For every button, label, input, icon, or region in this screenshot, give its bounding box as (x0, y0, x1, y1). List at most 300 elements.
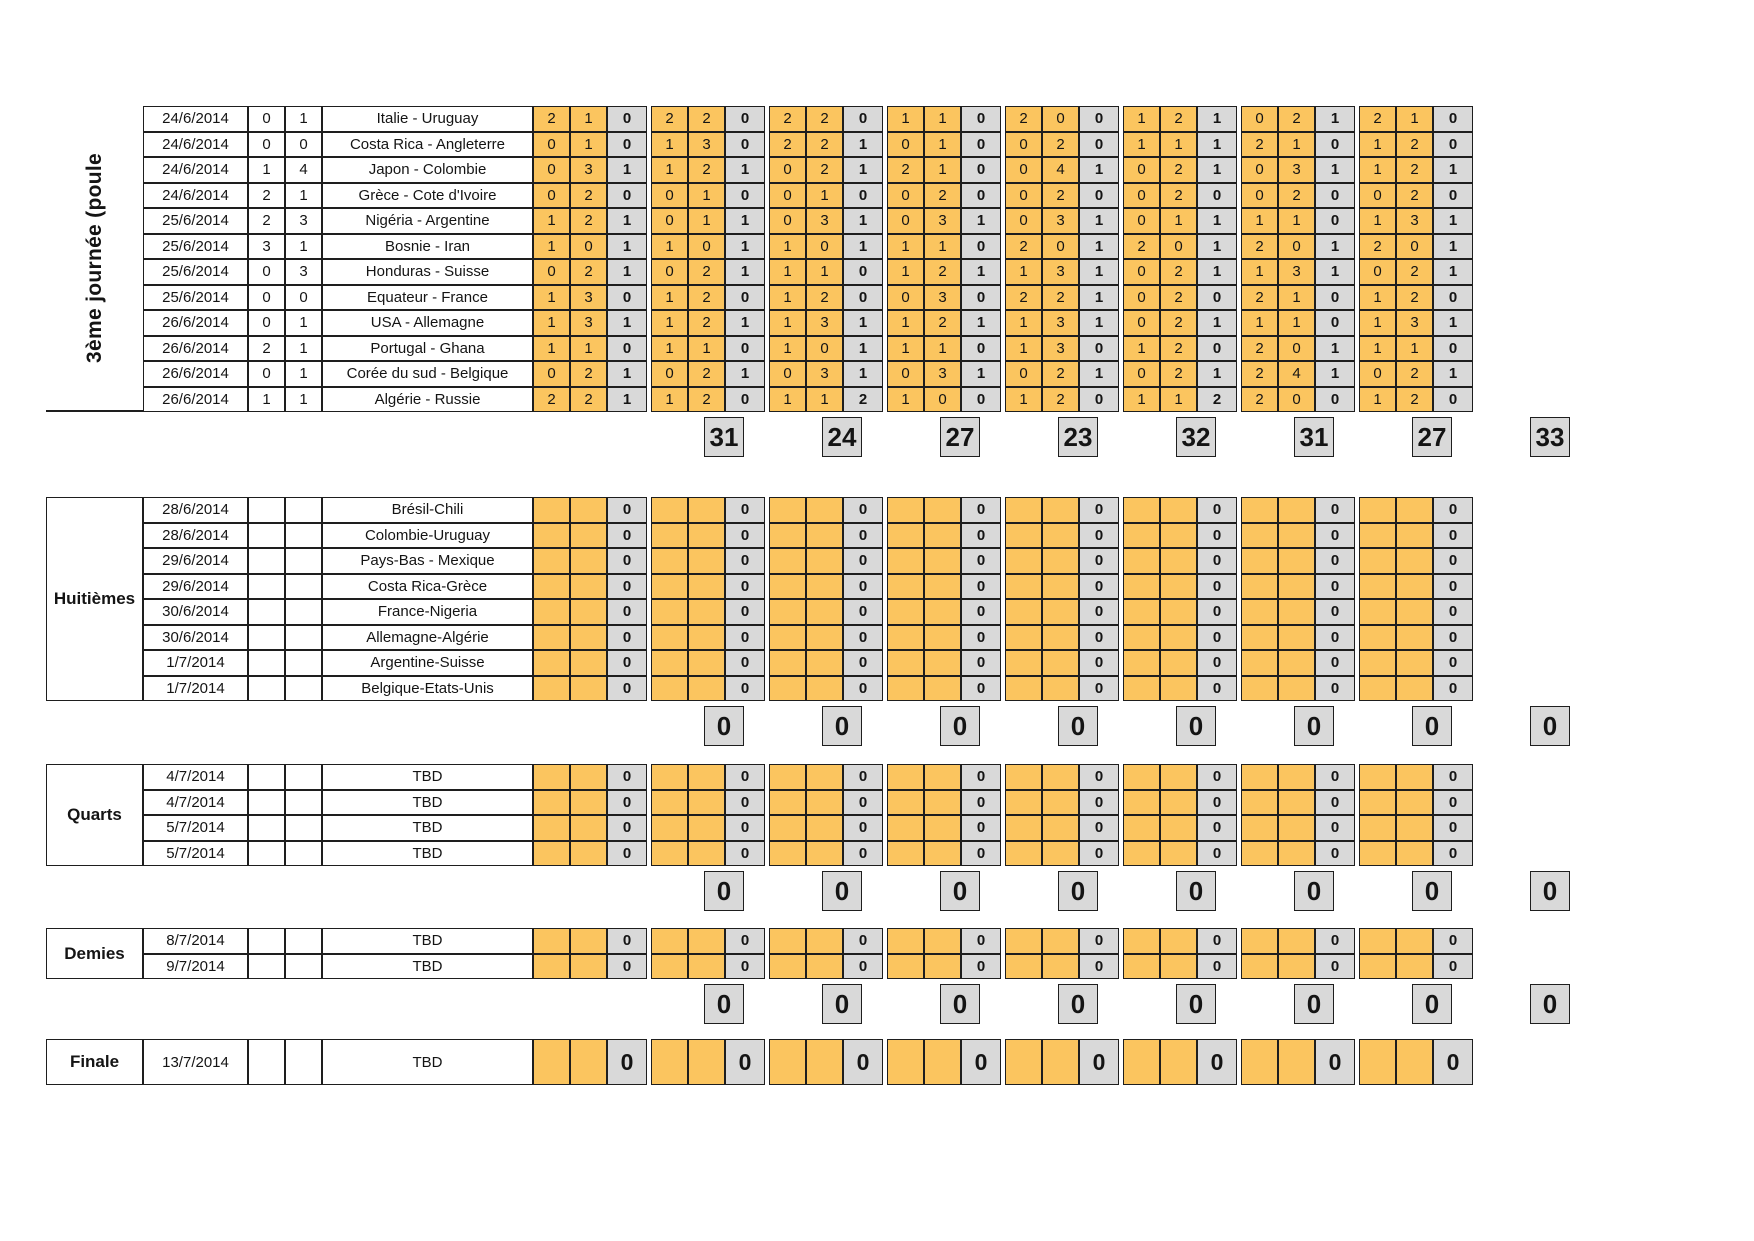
prediction-away-cell: 2 (1160, 285, 1197, 311)
prediction-home-cell: 0 (769, 361, 806, 387)
date-cell: 9/7/2014 (143, 954, 248, 980)
total-points-cell: 31 (704, 417, 744, 457)
points-cell: 0 (1315, 208, 1355, 234)
total-points-cell: 32 (1176, 417, 1216, 457)
date-cell: 24/6/2014 (143, 132, 248, 158)
prediction-away-cell: 2 (1160, 310, 1197, 336)
prediction-away-cell (688, 497, 725, 523)
prediction-home-cell (1005, 928, 1042, 954)
block-gap (1473, 928, 1477, 954)
prediction-away-cell (1278, 764, 1315, 790)
prediction-away-cell (806, 954, 843, 980)
prediction-away-cell (1160, 650, 1197, 676)
points-cell: 0 (843, 764, 883, 790)
points-cell: 0 (1079, 815, 1119, 841)
points-cell: 0 (1079, 764, 1119, 790)
points-cell: 1 (1315, 106, 1355, 132)
prediction-home-cell: 1 (1241, 310, 1278, 336)
match-grid-finale (143, 1039, 1477, 1085)
prediction-away-cell (1396, 1039, 1433, 1085)
points-cell: 0 (961, 336, 1001, 362)
prediction-home-cell (533, 841, 570, 867)
points-cell: 0 (1315, 1039, 1355, 1085)
totals-spacer (748, 706, 822, 746)
prediction-home-cell: 0 (1123, 157, 1160, 183)
points-cell: 0 (1315, 764, 1355, 790)
points-cell: 0 (607, 625, 647, 651)
total-points-cell: 0 (940, 706, 980, 746)
prediction-home-cell: 1 (651, 387, 688, 413)
prediction-away-cell (570, 841, 607, 867)
score-home-cell: 3 (248, 234, 285, 260)
match-cell: TBD (322, 764, 533, 790)
block-gap (1473, 790, 1477, 816)
totals-row-huitiemes (143, 706, 1574, 746)
prediction-home-cell (1005, 841, 1042, 867)
points-cell: 0 (607, 1039, 647, 1085)
prediction-away-cell (1396, 764, 1433, 790)
score-home-cell: 1 (248, 157, 285, 183)
points-cell: 0 (843, 676, 883, 702)
prediction-home-cell (651, 790, 688, 816)
prediction-away-cell (570, 625, 607, 651)
prediction-away-cell (1160, 841, 1197, 867)
totals-spacer (1338, 417, 1412, 457)
totals-spacer (630, 871, 704, 911)
prediction-away-cell (1160, 574, 1197, 600)
totals-spacer (1102, 417, 1176, 457)
points-cell: 0 (1197, 183, 1237, 209)
prediction-away-cell (688, 954, 725, 980)
points-cell: 0 (961, 157, 1001, 183)
prediction-home-cell (887, 548, 924, 574)
prediction-away-cell: 2 (1042, 285, 1079, 311)
block-gap (1473, 841, 1477, 867)
prediction-home-cell: 1 (1123, 336, 1160, 362)
points-cell: 0 (961, 387, 1001, 413)
score-home-cell (248, 764, 285, 790)
points-cell: 0 (1315, 928, 1355, 954)
points-cell: 0 (1433, 650, 1473, 676)
points-cell: 0 (1197, 954, 1237, 980)
points-cell: 0 (1315, 183, 1355, 209)
points-cell: 0 (1315, 132, 1355, 158)
prediction-home-cell: 0 (887, 132, 924, 158)
points-cell: 0 (843, 625, 883, 651)
prediction-home-cell: 0 (769, 157, 806, 183)
score-home-cell: 0 (248, 285, 285, 311)
points-cell: 1 (1433, 208, 1473, 234)
prediction-away-cell: 2 (1160, 183, 1197, 209)
prediction-away-cell (1042, 574, 1079, 600)
prediction-away-cell (1278, 1039, 1315, 1085)
points-cell: 0 (843, 790, 883, 816)
prediction-away-cell: 3 (1278, 259, 1315, 285)
match-cell: TBD (322, 815, 533, 841)
prediction-away-cell: 2 (688, 310, 725, 336)
prediction-away-cell: 3 (806, 310, 843, 336)
points-cell: 1 (961, 310, 1001, 336)
total-points-cell: 0 (704, 871, 744, 911)
points-cell: 0 (607, 497, 647, 523)
prediction-away-cell (924, 790, 961, 816)
date-cell: 4/7/2014 (143, 790, 248, 816)
prediction-home-cell: 0 (1005, 183, 1042, 209)
prediction-away-cell: 3 (570, 157, 607, 183)
score-away-cell (285, 954, 322, 980)
points-cell: 0 (607, 599, 647, 625)
prediction-home-cell: 0 (887, 183, 924, 209)
points-cell: 0 (1433, 599, 1473, 625)
points-cell: 0 (725, 790, 765, 816)
score-away-cell: 1 (285, 183, 322, 209)
points-cell: 0 (725, 132, 765, 158)
prediction-away-cell (1160, 599, 1197, 625)
points-cell: 1 (1079, 259, 1119, 285)
score-home-cell (248, 625, 285, 651)
prediction-home-cell (1005, 650, 1042, 676)
block-gap (1473, 764, 1477, 790)
prediction-away-cell: 2 (806, 106, 843, 132)
points-cell: 0 (843, 285, 883, 311)
prediction-away-cell: 3 (570, 285, 607, 311)
prediction-home-cell (769, 1039, 806, 1085)
prediction-home-cell (1241, 1039, 1278, 1085)
prediction-home-cell (1359, 650, 1396, 676)
totals-spacer (1102, 871, 1176, 911)
score-away-cell: 0 (285, 285, 322, 311)
prediction-away-cell: 0 (806, 234, 843, 260)
points-cell: 0 (961, 676, 1001, 702)
prediction-home-cell: 0 (1123, 259, 1160, 285)
prediction-home-cell (1005, 548, 1042, 574)
prediction-away-cell (1396, 790, 1433, 816)
prediction-home-cell: 0 (1241, 157, 1278, 183)
prediction-home-cell: 1 (533, 234, 570, 260)
prediction-home-cell (1241, 548, 1278, 574)
score-away-cell: 3 (285, 208, 322, 234)
prediction-away-cell (1396, 497, 1433, 523)
prediction-home-cell: 1 (769, 259, 806, 285)
prediction-home-cell (887, 815, 924, 841)
points-cell: 0 (1079, 523, 1119, 549)
totals-spacer (630, 984, 704, 1024)
prediction-away-cell (1278, 548, 1315, 574)
total-points-cell: 0 (704, 706, 744, 746)
points-cell: 0 (961, 132, 1001, 158)
prediction-away-cell: 3 (570, 310, 607, 336)
prediction-home-cell (1005, 1039, 1042, 1085)
points-cell: 0 (1433, 548, 1473, 574)
prediction-away-cell: 2 (570, 208, 607, 234)
points-cell: 0 (961, 523, 1001, 549)
prediction-away-cell: 0 (1278, 387, 1315, 413)
prediction-home-cell (1005, 574, 1042, 600)
prediction-home-cell: 1 (1241, 208, 1278, 234)
prediction-home-cell (1241, 815, 1278, 841)
prediction-home-cell: 0 (651, 183, 688, 209)
prediction-home-cell (651, 548, 688, 574)
totals-spacer (1220, 417, 1294, 457)
points-cell: 0 (725, 387, 765, 413)
points-cell: 0 (1433, 815, 1473, 841)
prediction-home-cell (533, 790, 570, 816)
date-cell: 24/6/2014 (143, 106, 248, 132)
block-gap (1473, 650, 1477, 676)
date-cell: 25/6/2014 (143, 285, 248, 311)
points-cell: 1 (725, 234, 765, 260)
points-cell: 0 (1079, 625, 1119, 651)
prediction-away-cell (1278, 650, 1315, 676)
prediction-home-cell: 1 (887, 234, 924, 260)
section-body-finale (143, 1039, 1477, 1085)
points-cell: 1 (1197, 157, 1237, 183)
prediction-home-cell (533, 625, 570, 651)
total-points-cell: 27 (940, 417, 980, 457)
section-label-demies (46, 928, 143, 979)
match-cell: Japon - Colombie (322, 157, 533, 183)
points-cell: 0 (725, 764, 765, 790)
prediction-home-cell: 2 (1005, 234, 1042, 260)
totals-spacer (630, 417, 704, 457)
prediction-home-cell (533, 548, 570, 574)
score-home-cell (248, 1039, 285, 1085)
prediction-away-cell (924, 815, 961, 841)
prediction-away-cell (570, 548, 607, 574)
prediction-away-cell (1396, 523, 1433, 549)
match-row (143, 625, 1574, 651)
prediction-home-cell (1123, 650, 1160, 676)
points-cell: 0 (1433, 285, 1473, 311)
prediction-home-cell (651, 523, 688, 549)
date-cell: 26/6/2014 (143, 310, 248, 336)
points-cell: 0 (725, 841, 765, 867)
score-away-cell (285, 815, 322, 841)
points-cell: 0 (961, 106, 1001, 132)
points-cell: 1 (607, 208, 647, 234)
points-cell: 0 (607, 132, 647, 158)
points-cell: 0 (961, 954, 1001, 980)
prediction-away-cell: 4 (1042, 157, 1079, 183)
prediction-away-cell (1278, 497, 1315, 523)
prediction-home-cell: 1 (1123, 106, 1160, 132)
prediction-home-cell (1241, 676, 1278, 702)
score-away-cell (285, 928, 322, 954)
prediction-away-cell (1160, 548, 1197, 574)
prediction-away-cell (570, 497, 607, 523)
prediction-away-cell (1278, 625, 1315, 651)
prediction-home-cell: 0 (769, 208, 806, 234)
points-cell: 0 (961, 764, 1001, 790)
totals-gap (1570, 984, 1574, 1024)
totals-row-journee-3 (143, 417, 1574, 457)
totals-spacer (1456, 706, 1530, 746)
prediction-home-cell (1359, 815, 1396, 841)
totals-gap (1570, 417, 1574, 457)
section-label-text: Demies (64, 943, 125, 963)
match-cell: Brésil-Chili (322, 497, 533, 523)
prediction-home-cell (533, 599, 570, 625)
match-cell: Nigéria - Argentine (322, 208, 533, 234)
points-cell: 0 (725, 574, 765, 600)
prediction-home-cell: 0 (1359, 361, 1396, 387)
prediction-away-cell (924, 764, 961, 790)
prediction-away-cell: 2 (924, 183, 961, 209)
match-cell: Bosnie - Iran (322, 234, 533, 260)
prediction-home-cell (1123, 790, 1160, 816)
points-cell: 1 (1197, 361, 1237, 387)
prediction-home-cell (769, 523, 806, 549)
totals-gap (1570, 871, 1574, 911)
prediction-away-cell (570, 574, 607, 600)
prediction-home-cell (1123, 574, 1160, 600)
block-gap (1473, 676, 1477, 702)
points-cell: 1 (1315, 336, 1355, 362)
points-cell: 0 (1197, 790, 1237, 816)
match-cell: Honduras - Suisse (322, 259, 533, 285)
totals-spacer (984, 417, 1058, 457)
score-home-cell (248, 815, 285, 841)
points-cell: 0 (1315, 310, 1355, 336)
points-cell: 0 (843, 548, 883, 574)
points-cell: 0 (843, 841, 883, 867)
points-cell: 1 (843, 157, 883, 183)
score-away-cell (285, 625, 322, 651)
points-cell: 1 (961, 259, 1001, 285)
prediction-home-cell (651, 625, 688, 651)
prediction-home-cell: 1 (1005, 336, 1042, 362)
match-row (143, 132, 1574, 158)
match-cell: Portugal - Ghana (322, 336, 533, 362)
points-cell: 1 (843, 361, 883, 387)
prediction-home-cell: 0 (651, 361, 688, 387)
prediction-away-cell: 0 (806, 336, 843, 362)
prediction-away-cell: 3 (1042, 336, 1079, 362)
points-cell: 0 (1433, 106, 1473, 132)
points-cell: 0 (725, 650, 765, 676)
prediction-home-cell (1359, 954, 1396, 980)
prediction-away-cell: 2 (1278, 106, 1315, 132)
score-home-cell: 0 (248, 259, 285, 285)
points-cell: 0 (1197, 928, 1237, 954)
prediction-home-cell (1123, 954, 1160, 980)
points-cell: 0 (1197, 548, 1237, 574)
prediction-home-cell: 1 (1005, 387, 1042, 413)
total-points-cell: 0 (1058, 984, 1098, 1024)
points-cell: 0 (1197, 815, 1237, 841)
totals-spacer (984, 706, 1058, 746)
points-cell: 0 (1315, 815, 1355, 841)
match-cell: Grèce - Cote d'Ivoire (322, 183, 533, 209)
prediction-away-cell (1160, 790, 1197, 816)
prediction-away-cell: 3 (924, 285, 961, 311)
prediction-home-cell (887, 599, 924, 625)
score-home-cell: 0 (248, 361, 285, 387)
prediction-away-cell (806, 574, 843, 600)
points-cell: 1 (1079, 208, 1119, 234)
points-cell: 0 (607, 548, 647, 574)
total-points-cell: 0 (1530, 706, 1570, 746)
score-away-cell (285, 764, 322, 790)
total-points-cell: 0 (1058, 871, 1098, 911)
score-away-cell (285, 790, 322, 816)
prediction-away-cell: 1 (924, 234, 961, 260)
prediction-away-cell: 2 (1396, 285, 1433, 311)
match-cell: Pays-Bas - Mexique (322, 548, 533, 574)
prediction-home-cell: 1 (1359, 336, 1396, 362)
prediction-away-cell: 2 (1160, 106, 1197, 132)
prediction-away-cell (924, 523, 961, 549)
match-grid-demies (143, 928, 1574, 979)
prediction-home-cell: 0 (1005, 132, 1042, 158)
prediction-home-cell (533, 574, 570, 600)
prediction-home-cell: 1 (887, 336, 924, 362)
points-cell: 1 (725, 310, 765, 336)
score-home-cell (248, 599, 285, 625)
prediction-home-cell: 1 (887, 387, 924, 413)
points-cell: 1 (1433, 259, 1473, 285)
prediction-away-cell (688, 928, 725, 954)
prediction-away-cell (1396, 928, 1433, 954)
points-cell: 1 (1433, 310, 1473, 336)
prediction-home-cell (1123, 928, 1160, 954)
prediction-away-cell (1042, 928, 1079, 954)
prediction-home-cell (887, 676, 924, 702)
match-grid-quarts (143, 764, 1574, 866)
block-gap (1473, 523, 1477, 549)
section-label-finale (46, 1039, 143, 1085)
prediction-away-cell (688, 841, 725, 867)
score-home-cell (248, 574, 285, 600)
totals-row-quarts (143, 871, 1574, 911)
prediction-home-cell (1123, 523, 1160, 549)
prediction-home-cell: 0 (533, 361, 570, 387)
points-cell: 1 (1197, 132, 1237, 158)
points-cell: 1 (607, 310, 647, 336)
total-points-cell: 0 (940, 871, 980, 911)
prediction-home-cell (1359, 574, 1396, 600)
prediction-home-cell: 1 (1359, 285, 1396, 311)
totals-spacer (866, 706, 940, 746)
prediction-home-cell: 1 (651, 132, 688, 158)
points-cell: 0 (1433, 790, 1473, 816)
prediction-away-cell (1396, 815, 1433, 841)
prediction-home-cell (769, 790, 806, 816)
prediction-home-cell (1123, 548, 1160, 574)
prediction-home-cell: 0 (533, 157, 570, 183)
points-cell: 1 (1315, 361, 1355, 387)
prediction-away-cell: 1 (924, 132, 961, 158)
block-gap (1473, 815, 1477, 841)
section-label-text: Quarts (67, 805, 122, 824)
prediction-away-cell: 0 (688, 234, 725, 260)
prediction-away-cell (1160, 523, 1197, 549)
prediction-home-cell: 2 (1359, 234, 1396, 260)
totals-spacer (1220, 706, 1294, 746)
points-cell: 1 (961, 208, 1001, 234)
prediction-home-cell (1241, 841, 1278, 867)
prediction-away-cell (924, 928, 961, 954)
prediction-home-cell: 1 (1359, 208, 1396, 234)
prediction-home-cell: 0 (533, 132, 570, 158)
prediction-home-cell: 1 (887, 259, 924, 285)
points-cell: 0 (1079, 106, 1119, 132)
prediction-away-cell: 1 (688, 183, 725, 209)
prediction-home-cell: 1 (1359, 157, 1396, 183)
section-body-quarts (143, 764, 1574, 911)
prediction-away-cell (1042, 625, 1079, 651)
prediction-home-cell (533, 676, 570, 702)
